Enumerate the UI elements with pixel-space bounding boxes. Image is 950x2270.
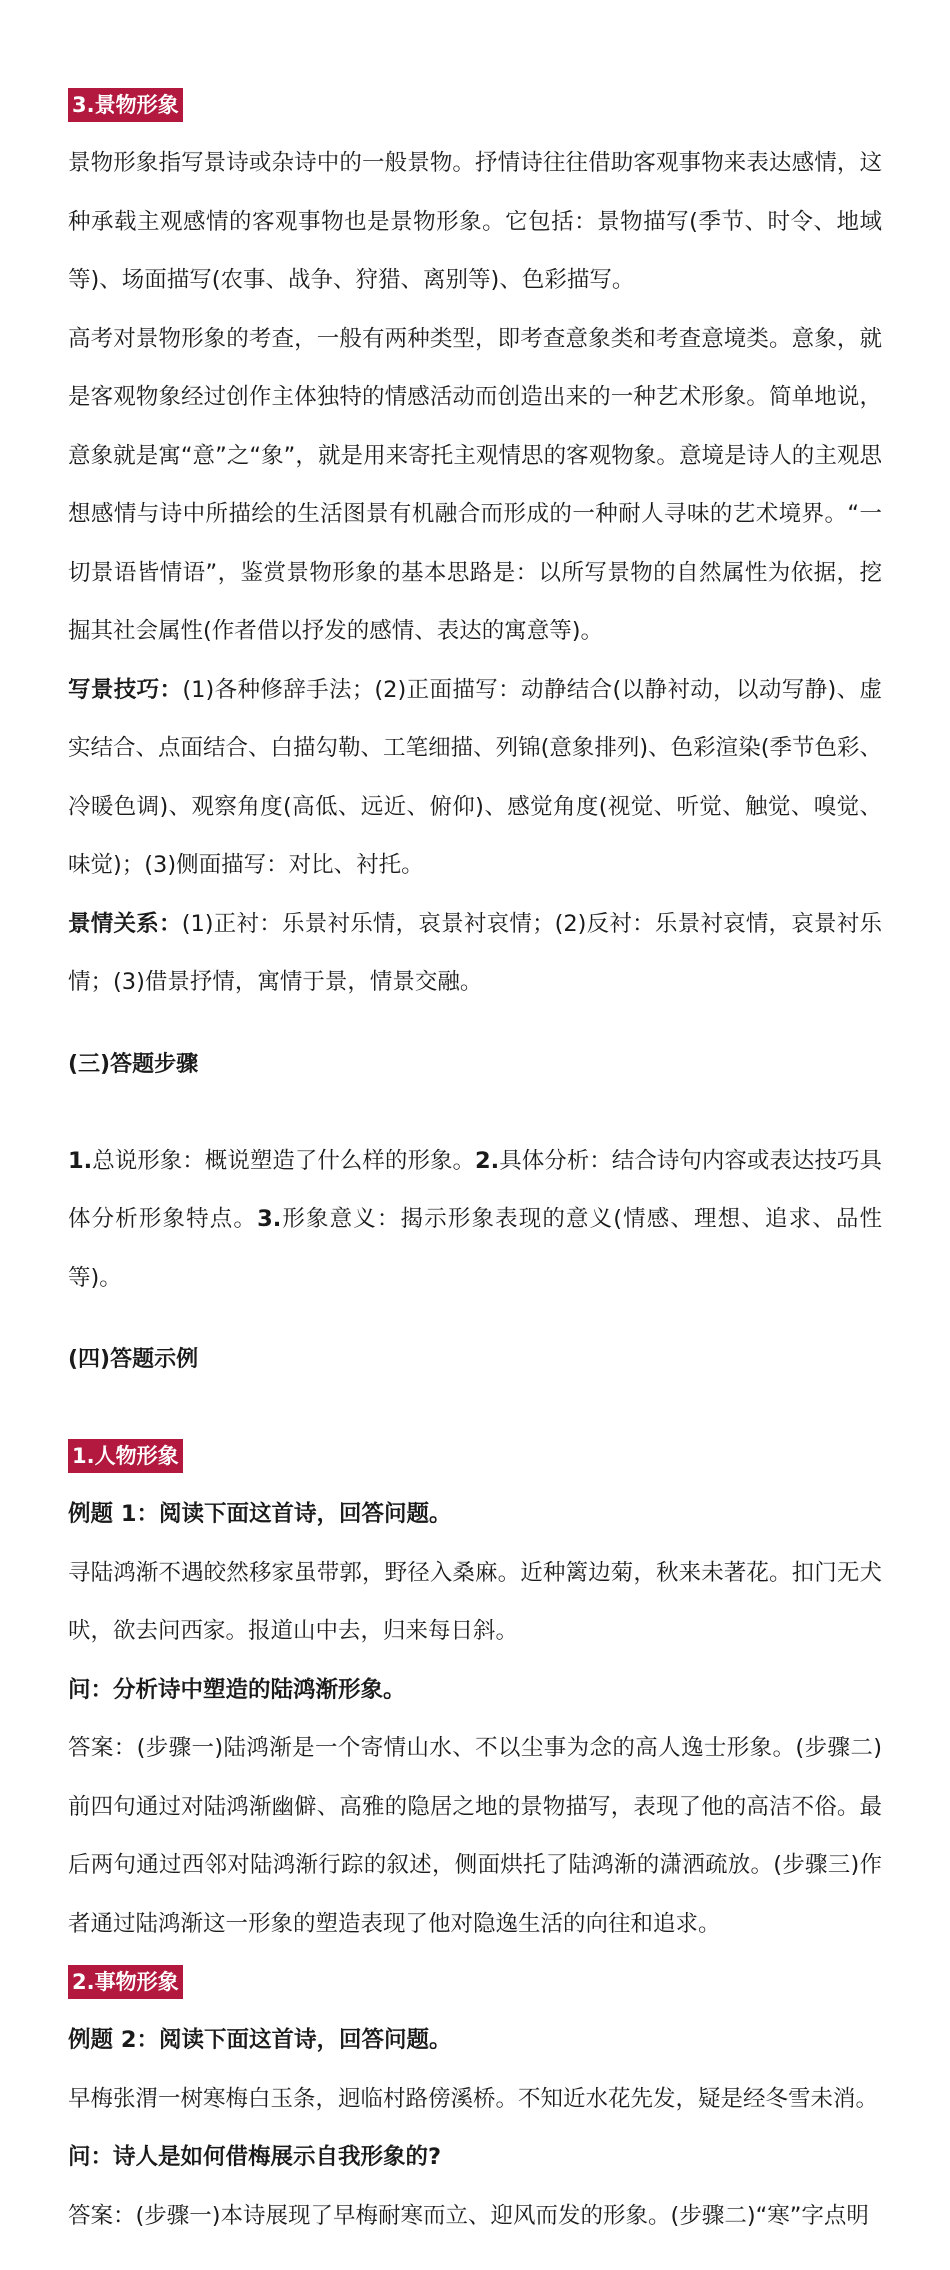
step-3-number: 3. [257, 1206, 282, 1232]
section-tag-scenery: 3.景物形象 [68, 88, 183, 122]
example-1-tag-row [68, 1427, 882, 1485]
example-2-title: 例题 2：阅读下面这首诗，回答问题。 [68, 2027, 452, 2053]
paragraph-scene-emotion [68, 895, 882, 1012]
example-1-title: 例题 1：阅读下面这首诗，回答问题。 [68, 1501, 452, 1527]
example-1-answer: 答案：(步骤一)陆鸿渐是一个寄情山水、不以尘事为念的高人逸士形象。(步骤二)前四句通过对陆鸿渐幽僻、高雅的隐居之地的景物描写，表现了他的高洁不俗。最后两句通过西邻对陆鸿渐行踪的叙述，侧面烘托了陆鸿渐的潇洒疏放。(步骤三)作者通过陆鸿渐这一形象的塑造表现了他对隐逸生活的向往和追求。 [68, 1735, 882, 1937]
section-tag-row [68, 76, 882, 134]
example-2-answer: 答案：(步骤一)本诗展现了早梅耐寒而立、迎风而发的形象。(步骤二)“寒”字点明 [68, 2202, 869, 2229]
step-2-number: 2. [475, 1147, 500, 1174]
heading-answer-examples: (四)答题示例 [68, 1347, 199, 1372]
step-1-number: 1. [68, 1147, 93, 1174]
example-2-poem: 早梅张渭一树寒梅白玉条，迥临村路傍溪桥。不知近水花先发，疑是经冬雪未消。 [68, 2085, 879, 2112]
section-tag-person: 1.人物形象 [68, 1439, 183, 1473]
example-1-question: 问：分析诗中塑造的陆鸿渐形象。 [68, 1676, 406, 1703]
step-1-text: 总说形象：概说塑造了什么样的形象。 [92, 1147, 475, 1174]
example-2-tag-row [68, 1953, 882, 2011]
techniques-label: 写景技巧： [68, 676, 183, 703]
paragraph-scenery-definition: 景物形象指写景诗或杂诗中的一般景物。抒情诗往往借助客观事物来表达感情，这种承载主观感情的客观事物也是景物形象。它包括：景物描写(季节、时令、地域等)、场面描写(农事、战争、狩猎、离别等)、色彩描写。 [68, 150, 882, 293]
scene-emotion-label: 景情关系： [68, 910, 182, 937]
paragraph-techniques [68, 661, 882, 895]
scene-emotion-text: (1)正衬：乐景衬乐情，哀景衬哀情；(2)反衬：乐景衬哀情，哀景衬乐情；(3)借景抒情，寓情于景，情景交融。 [68, 910, 882, 995]
heading-answer-steps: (三)答题步骤 [68, 1051, 199, 1077]
section-tag-object: 2.事物形象 [68, 1965, 183, 1999]
step-2-text: 具体分析：结合诗句内容或表达技巧具体分析形象特点。 [68, 1147, 882, 1232]
step-3-text: 形象意义：揭示形象表现的意义(情感、理想、追求、品性等)。 [68, 1206, 882, 1291]
paragraph-steps [68, 1132, 882, 1308]
paragraph-scenery-exam: 高考对景物形象的考查，一般有两种类型，即考查意象类和考查意境类。意象，就是客观物象经过创作主体独特的情感活动而创造出来的一种艺术形象。简单地说，意象就是寓“意”之“象”，就是用来寄托主观情思的客观物象。意境是诗人的主观思想感情与诗中所描绘的生活图景有机融合而形成的一种耐人寻味的艺术境界。“一切景语皆情语”，鉴赏景物形象的基本思路是：以所写景物的自然属性为依据，挖掘其社会属性(作者借以抒发的感情、表达的寓意等)。 [68, 325, 882, 644]
example-1-poem: 寻陆鸿渐不遇皎然移家虽带郭，野径入桑麻。近种篱边菊，秋来未著花。扣门无犬吠，欲去问西家。报道山中去，归来每日斜。 [68, 1559, 882, 1644]
example-2-question: 问：诗人是如何借梅展示自我形象的? [68, 2144, 442, 2170]
techniques-text: (1)各种修辞手法；(2)正面描写：动静结合(以静衬动，以动写静)、虚实结合、点面结合、白描勾勒、工笔细描、列锦(意象排列)、色彩渲染(季节色彩、冷暖色调)、观察角度(高低、远近、俯仰)、感觉角度(视觉、听觉、触觉、嗅觉、味觉)；(3)侧面描写：对比、衬托。 [68, 676, 882, 878]
